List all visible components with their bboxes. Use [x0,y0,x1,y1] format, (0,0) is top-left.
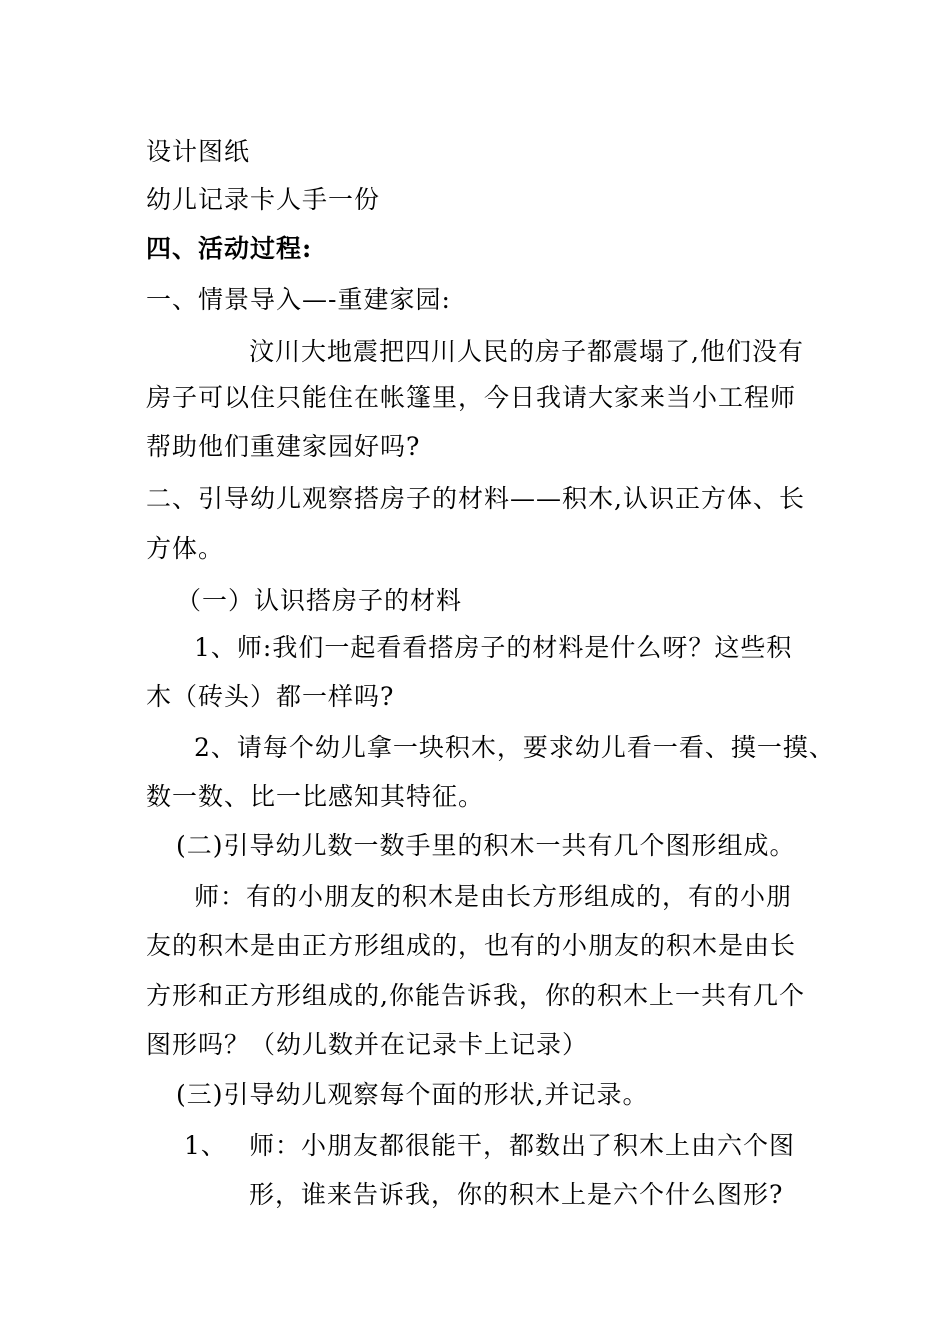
paragraph-line: 方体。 [146,534,225,563]
paragraph-line: 师：有的小朋友的积木是由长方形组成的，有的小朋 [194,882,793,911]
paragraph-line: 方形和正方形组成的,你能告诉我，你的积木上一共有几个 [146,981,805,1010]
subheading-know-materials: （一）认识搭房子的材料 [176,586,463,615]
paragraph-line: 汶川大地震把四川人民的房子都震塌了,他们没有 [249,337,804,366]
step-heading-observe-materials: 二、引导幼儿观察搭房子的材料——积木,认识正方体、长 [146,484,805,513]
paragraph-line: 图形吗？（幼儿数并在记录卡上记录） [146,1030,589,1059]
paragraph-line: 帮助他们重建家园好吗? [146,432,421,461]
materials-item-design-drawing: 设计图纸 [146,137,251,166]
list-number: 1、 [184,1131,227,1160]
paragraph-line: 2、请每个幼儿拿一块积木，要求幼儿看一看、摸一摸、 [194,733,835,762]
paragraph-line: 木（砖头）都一样吗? [146,682,395,711]
materials-item-record-card: 幼儿记录卡人手一份 [146,185,381,214]
subheading-count-shapes: (二)引导幼儿数一数手里的积木一共有几个图形组成。 [176,831,796,860]
paragraph-line: 1、师:我们一起看看搭房子的材料是什么呀？这些积 [194,633,793,662]
paragraph-line: 友的积木是由正方形组成的，也有的小朋友的积木是由长 [146,931,797,960]
step-heading-scenario-intro: 一、情景导入—-重建家园: [146,285,451,314]
paragraph-line: 数一数、比一比感知其特征。 [146,782,485,811]
paragraph-line: 形，谁来告诉我，你的积木上是六个什么图形? [249,1180,784,1209]
paragraph-line: 房子可以住只能住在帐篷里，今日我请大家来当小工程师 [146,383,797,412]
paragraph-line: 师：小朋友都很能干，都数出了积木上由六个图 [249,1131,796,1160]
subheading-observe-faces: (三)引导幼儿观察每个面的形状,并记录。 [176,1080,649,1109]
section-heading-activity-process: 四、活动过程: [146,234,313,263]
